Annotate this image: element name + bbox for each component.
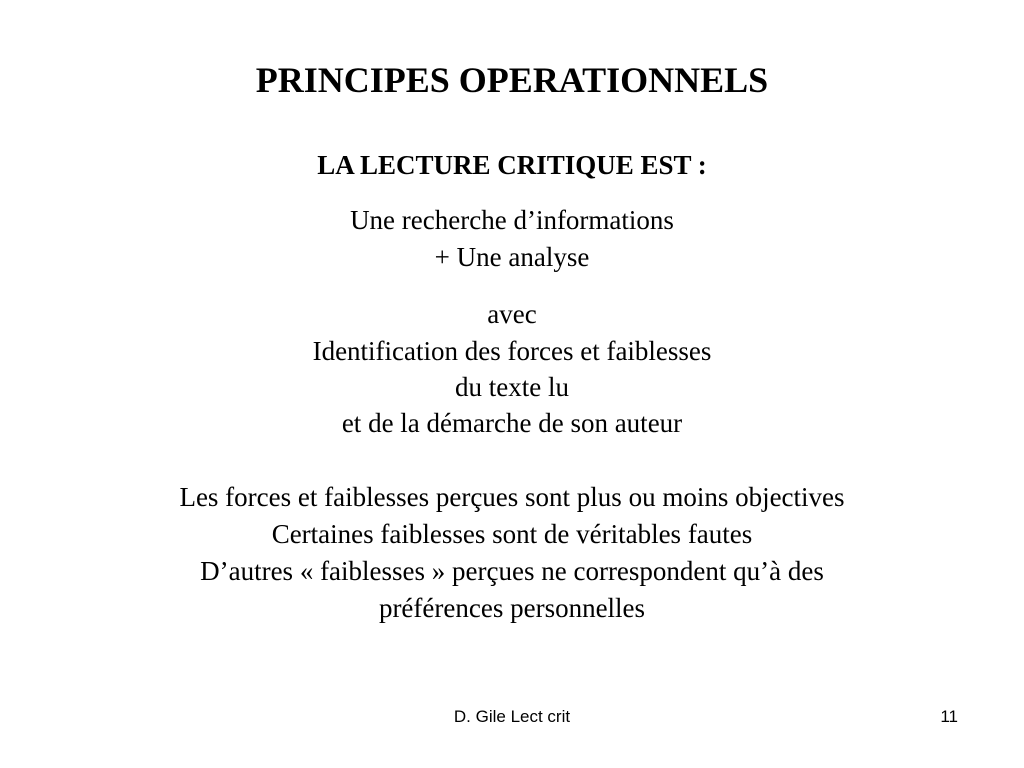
slide-subtitle: LA LECTURE CRITIQUE EST : [317, 150, 707, 180]
body-line-preferences: préférences personnelles [378, 593, 646, 623]
slide-title: PRINCIPES OPERATIONNELS [255, 60, 769, 100]
body-line-texte-lu: du texte lu [455, 372, 569, 402]
body-line-autres-faiblesses: D’autres « faiblesses » perçues ne correspondent qu’à des [200, 556, 824, 586]
body-line-identification: Identification des forces et faiblesses [312, 336, 712, 366]
body-line-recherche: Une recherche d’informations [350, 205, 674, 235]
footer-text: D. Gile Lect crit [453, 707, 571, 726]
body-line-forces-faiblesses: Les forces et faiblesses perçues sont plus ou moins objectives [179, 482, 845, 512]
body-line-avec: avec [487, 299, 537, 329]
body-line-demarche: et de la démarche de son auteur [341, 408, 683, 438]
page-number: 11 [940, 707, 958, 726]
body-line-fautes: Certaines faiblesses sont de véritables fautes [271, 519, 753, 549]
body-line-analyse: + Une analyse [434, 242, 590, 272]
